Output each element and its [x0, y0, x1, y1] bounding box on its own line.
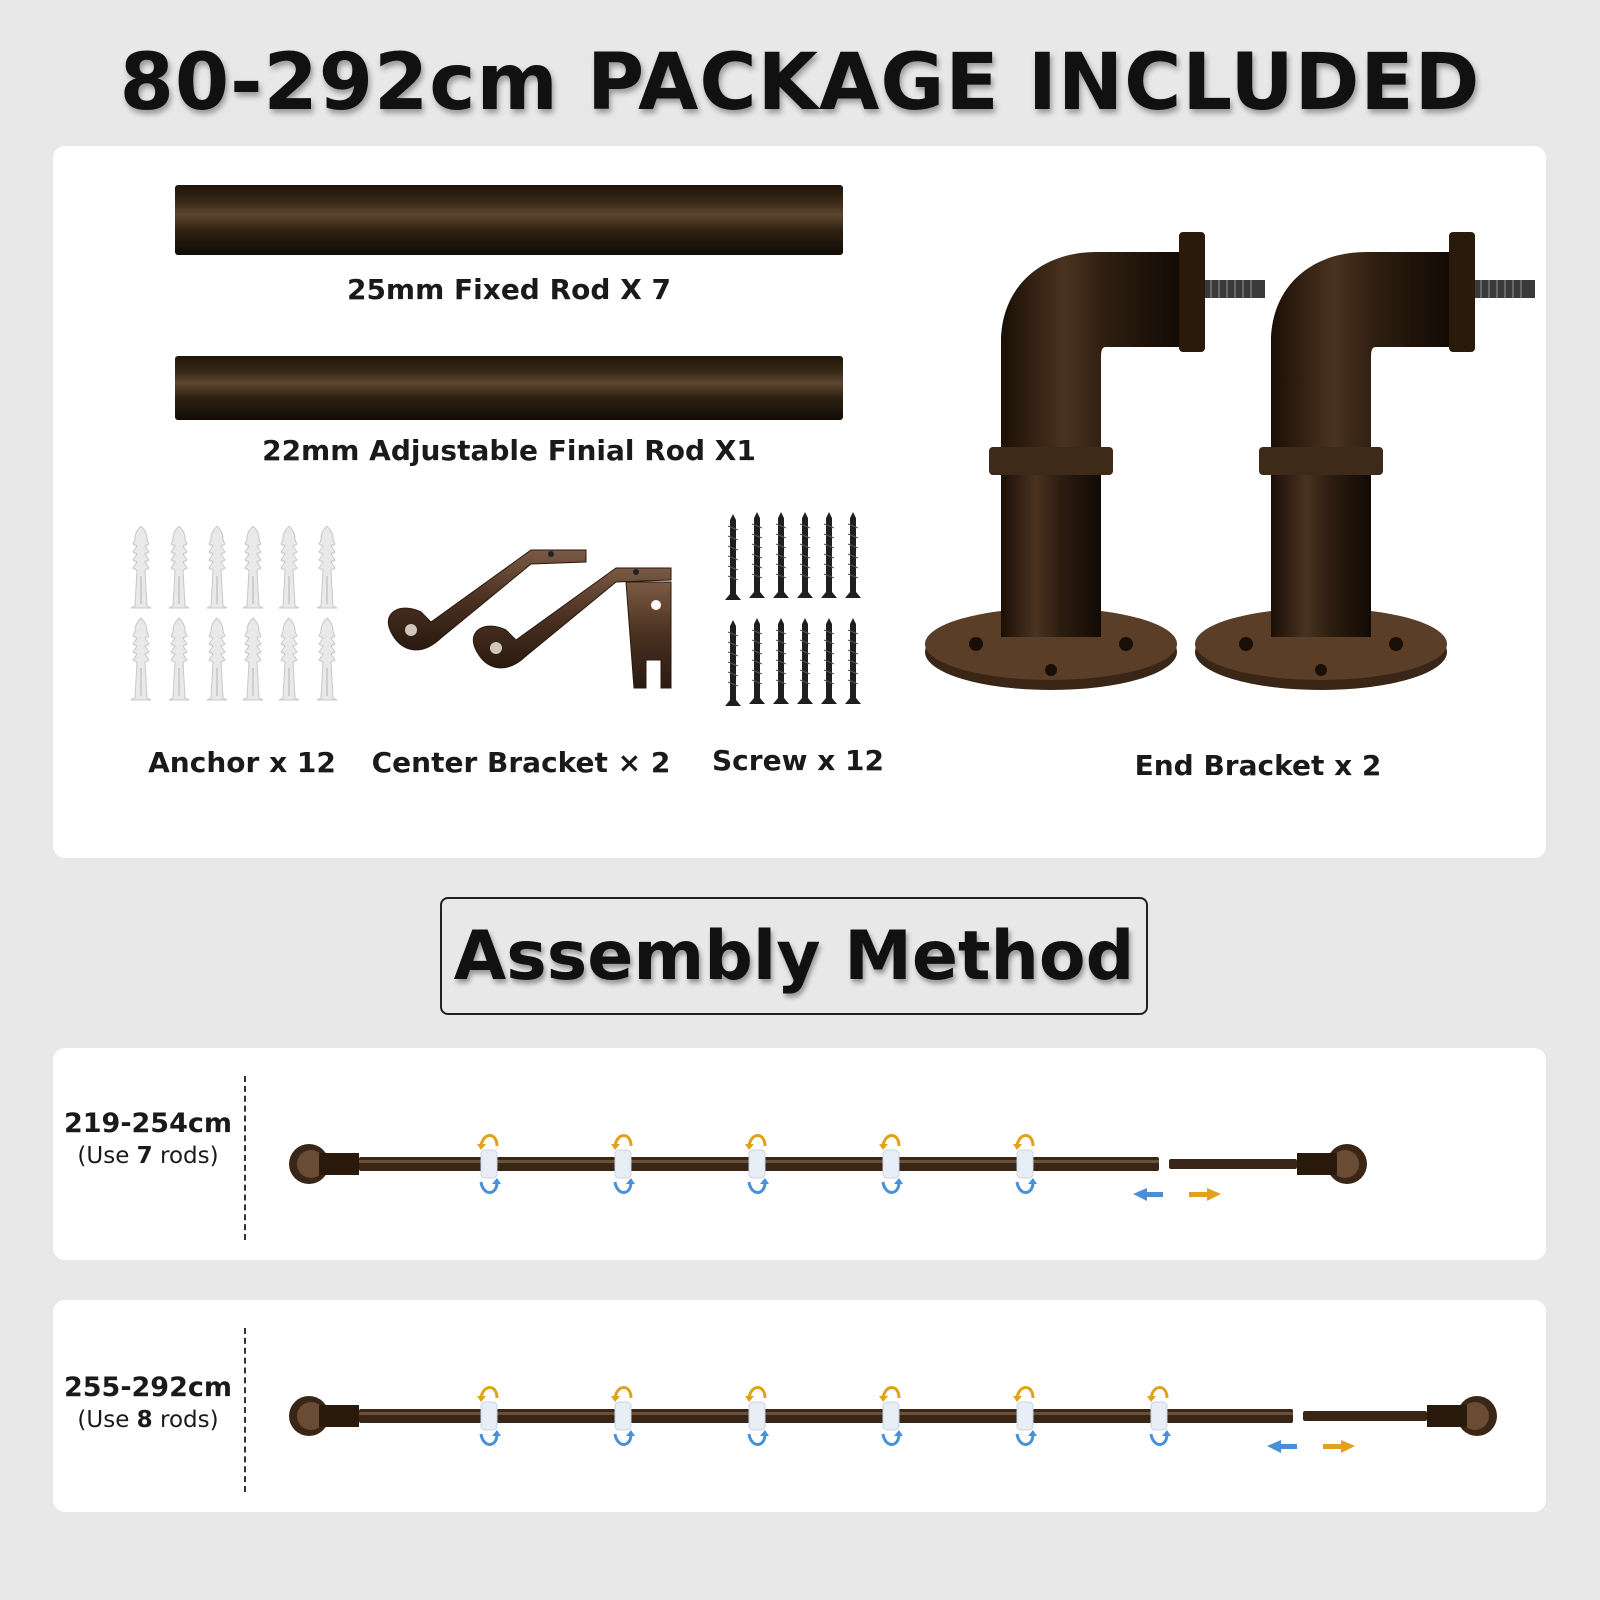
rods-count: 8	[136, 1407, 153, 1433]
screw-label: Screw x 12	[712, 744, 884, 777]
adjustable-rod-segment	[1169, 1159, 1297, 1169]
rotate-arrow-icon	[611, 1136, 635, 1193]
end-bracket-icon	[1297, 1144, 1367, 1184]
rod-segment	[627, 1409, 757, 1423]
rod-segment	[493, 1157, 623, 1171]
rod-segment	[895, 1409, 1025, 1423]
assembly-heading: Assembly Method	[453, 916, 1135, 996]
rotate-arrow-icon	[611, 1388, 635, 1445]
adjust-arrow-icon	[1267, 1440, 1355, 1453]
rod-segment	[761, 1157, 891, 1171]
fixed-rod-label: 25mm Fixed Rod X 7	[346, 273, 672, 306]
page-title: 80-292cm PACKAGE INCLUDED	[119, 38, 1481, 128]
rod-segment	[1029, 1157, 1159, 1171]
rod-segment	[1163, 1409, 1293, 1423]
rods-note-suffix: rods)	[152, 1143, 219, 1169]
adjustable-rod-segment	[1303, 1411, 1427, 1421]
center-bracket-label: Center Bracket × 2	[371, 746, 671, 779]
screw-icon	[721, 508, 871, 728]
end-bracket-icon	[289, 1396, 359, 1436]
range-value: 219-254cm	[63, 1108, 233, 1139]
rods-note-prefix: (Use	[77, 1143, 137, 1169]
assembly-config-7-rods	[53, 1048, 1546, 1260]
end-bracket-icon	[289, 1144, 359, 1184]
assembly-heading-box	[440, 897, 1148, 1015]
rod-segment	[761, 1409, 891, 1423]
rotate-arrow-icon	[1013, 1388, 1037, 1445]
end-bracket-icon	[1427, 1396, 1497, 1436]
center-bracket-icon	[381, 542, 681, 692]
rotate-arrow-icon	[879, 1136, 903, 1193]
adjustable-rod-image	[175, 356, 843, 420]
rod-segment	[493, 1409, 623, 1423]
rotate-arrow-icon	[745, 1388, 769, 1445]
rotate-arrow-icon	[879, 1388, 903, 1445]
assembly-config-8-rods	[53, 1300, 1546, 1512]
rod-segment	[895, 1157, 1025, 1171]
end-bracket-label: End Bracket x 2	[1134, 749, 1382, 782]
rotate-arrow-icon	[1013, 1136, 1037, 1193]
rotate-arrow-icon	[745, 1136, 769, 1193]
rod-segment	[359, 1157, 489, 1171]
rotate-arrow-icon	[477, 1388, 501, 1445]
rods-note-prefix: (Use	[77, 1407, 137, 1433]
rods-count: 7	[136, 1143, 153, 1169]
assembly-diagram-8	[53, 1300, 1546, 1512]
adjust-arrow-icon	[1133, 1188, 1221, 1201]
end-bracket-icon	[921, 232, 1541, 712]
anchor-icon	[127, 526, 357, 726]
rod-segment	[1029, 1409, 1159, 1423]
rotate-arrow-icon	[477, 1136, 501, 1193]
anchor-label: Anchor x 12	[148, 746, 336, 779]
fixed-rod-image	[175, 185, 843, 255]
range-value: 255-292cm	[63, 1372, 233, 1403]
rod-segment	[627, 1157, 757, 1171]
rod-segment	[359, 1409, 489, 1423]
rotate-arrow-icon	[1147, 1388, 1171, 1445]
rods-note-suffix: rods)	[152, 1407, 219, 1433]
package-panel	[53, 146, 1546, 858]
adjustable-rod-label: 22mm Adjustable Finial Rod X1	[262, 434, 756, 467]
assembly-diagram-7	[53, 1048, 1546, 1260]
